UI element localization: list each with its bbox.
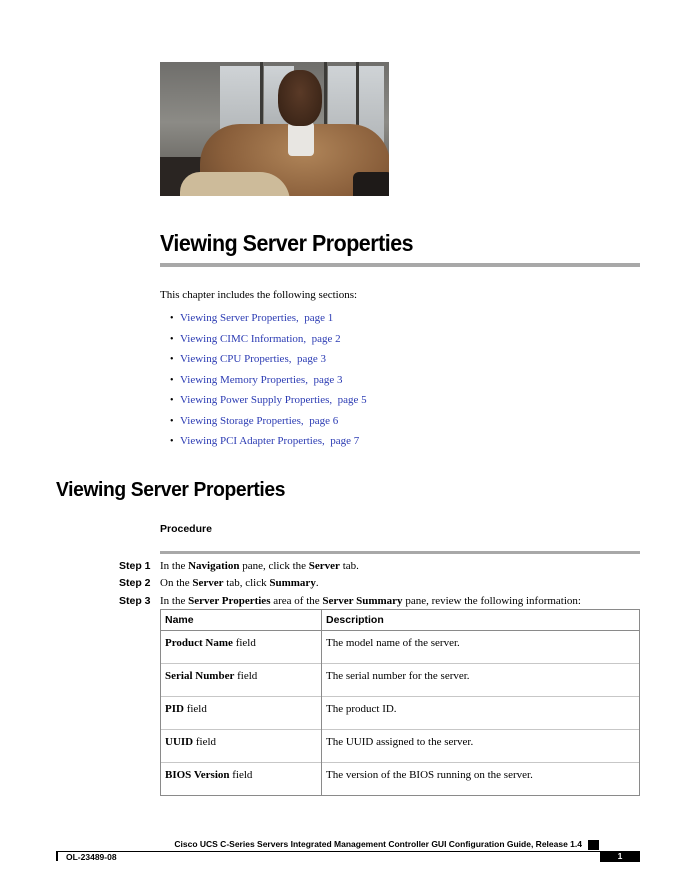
toc-link[interactable]: Viewing Storage Properties, [180,414,304,427]
bullet-icon: • [170,333,174,345]
toc-page[interactable]: page 5 [337,394,367,406]
chapter-photo [160,62,389,196]
field-description-cell: The product ID. [322,697,640,730]
procedure-rule [160,551,640,554]
column-header-description: Description [322,610,640,631]
table-row [161,631,640,664]
field-description-cell: The model name of the server. [322,631,640,664]
bullet-icon: • [170,354,174,365]
footer-rule [56,851,640,852]
table-row [161,763,640,796]
footer-guide-title: Cisco UCS C-Series Servers Integrated Management Controller GUI Configuration Guide, Release 1.4 [174,839,582,849]
column-header-name: Name [161,610,322,631]
step-text: In the Server Properties area of the Server Summary pane, review the following information: [160,595,581,607]
table-row [161,730,640,763]
field-name-cell: UUID field [161,730,322,763]
step-label: Step 1 [119,560,151,572]
toc-item[interactable] [170,374,367,395]
field-name-cell: PID field [161,697,322,730]
footer-page-number: 1 [600,851,640,862]
toc-page[interactable]: page 2 [311,332,341,345]
field-name-cell: BIOS Version field [161,763,322,796]
step-label: Step 2 [119,577,151,589]
field-name-cell: Product Name field [161,631,322,664]
toc-item[interactable] [170,415,367,436]
toc-link[interactable]: Viewing Server Properties, [180,312,299,324]
step-text: On the Server tab, click Summary. [160,577,319,589]
title-rule [160,263,640,267]
bullet-icon: • [170,436,174,447]
field-name-cell: Serial Number field [161,664,322,697]
step-text: In the Navigation pane, click the Server tab. [160,560,359,572]
toc-page[interactable]: page 1 [304,312,334,324]
table-row [161,664,640,697]
footer-marker [588,840,599,850]
chapter-title: Viewing Server Properties [160,230,414,256]
toc-item[interactable] [170,312,367,333]
toc-item[interactable] [170,353,367,374]
procedure-heading: Procedure [160,523,212,535]
table-row [161,697,640,730]
server-properties-table [160,609,640,796]
toc-page[interactable]: page 7 [330,435,360,447]
toc-link[interactable]: Viewing Power Supply Properties, [180,394,333,406]
toc-link[interactable]: Viewing CIMC Information, [180,332,307,345]
toc-page[interactable]: page 3 [296,353,326,365]
bullet-icon: • [170,395,174,406]
bullet-icon: • [170,313,174,324]
chapter-intro: This chapter includes the following sections: [160,289,358,301]
toc-link[interactable]: Viewing PCI Adapter Properties, [180,435,325,447]
section-title: Viewing Server Properties [56,478,286,501]
toc-item[interactable] [170,333,367,354]
toc-link[interactable]: Viewing Memory Properties, [180,373,308,386]
toc-page[interactable]: page 6 [309,414,339,427]
bullet-icon: • [170,374,174,386]
step-label: Step 3 [119,595,151,607]
toc-item[interactable] [170,394,367,415]
field-description-cell: The UUID assigned to the server. [322,730,640,763]
field-description-cell: The serial number for the server. [322,664,640,697]
field-description-cell: The version of the BIOS running on the server. [322,763,640,796]
toc-page[interactable]: page 3 [313,373,343,386]
footer-doc-number: OL-23489-08 [66,852,117,862]
bullet-icon: • [170,415,174,427]
footer-tick [56,851,58,861]
toc-item[interactable] [170,435,367,456]
toc-link[interactable]: Viewing CPU Properties, [180,353,292,365]
table-header-row [161,610,640,631]
toc-list [170,312,367,456]
